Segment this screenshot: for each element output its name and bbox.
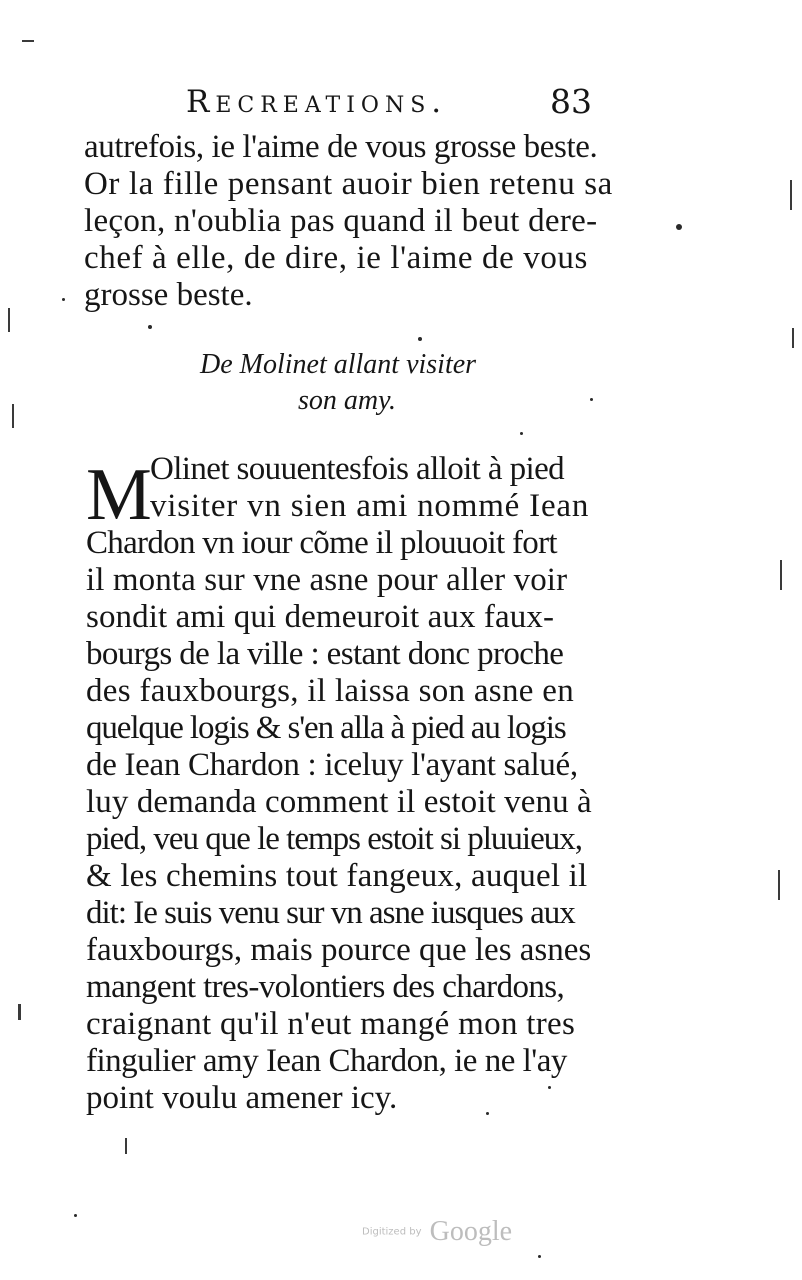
story-line: mangent tres-volontiers des chardons,	[86, 969, 565, 1005]
story-line: Olinet souuentesfois alloit à pied	[150, 451, 565, 487]
story-line: fauxbourgs, mais pource que les asnes	[86, 932, 592, 968]
story-line: dit: Ie suis venu sur vn asne iusques aux	[86, 895, 575, 931]
ink-speck	[538, 1255, 541, 1258]
ink-speck	[74, 1214, 77, 1217]
text-line: leçon, n'oublia pas quand il beut dere-	[84, 203, 598, 239]
story-line: quelque logis & s'en alla à pied au logis	[86, 710, 566, 746]
text-line: autrefois, ie l'aime de vous grosse beste.	[84, 129, 598, 165]
watermark-brand: Google	[429, 1216, 513, 1247]
ink-speck	[418, 337, 422, 341]
edge-mark	[8, 308, 10, 332]
ink-speck	[548, 1086, 551, 1089]
edge-mark	[790, 180, 792, 210]
section-heading-line-1: De Molinet allant visiter	[200, 349, 477, 380]
story-line: & les chemins tout fangeux, auquel il	[86, 858, 588, 894]
section-heading-line-2: son amy.	[298, 385, 396, 416]
edge-mark	[22, 40, 34, 42]
story-line: bourgs de la ville : estant donc proche	[86, 636, 564, 672]
running-title: Recreations.	[186, 84, 448, 120]
story-line: fingulier amy Iean Chardon, ie ne l'ay	[86, 1043, 567, 1079]
story-line: sondit ami qui demeuroit aux faux-	[86, 599, 555, 635]
story-line: luy demanda comment il estoit venu à	[86, 784, 592, 820]
watermark	[362, 1216, 512, 1248]
story-line: craignant qu'il n'eut mangé mon tres	[86, 1006, 576, 1042]
ink-speck	[62, 298, 65, 301]
text-line: Or la fille pensant auoir bien retenu sa	[84, 166, 613, 202]
story-line: pied, veu que le temps estoit si pluuieux,	[86, 821, 582, 857]
story-line: des fauxbourgs, il laissa son asne en	[86, 673, 574, 709]
page-number: 83	[550, 82, 592, 121]
story-line: point voulu amener icy.	[86, 1080, 398, 1116]
story-line: visiter vn sien ami nommé Iean	[150, 488, 590, 524]
edge-mark	[792, 328, 794, 348]
watermark-prefix: Digitized by	[362, 1226, 422, 1238]
text-line: grosse beste.	[84, 277, 253, 313]
running-head	[186, 80, 606, 130]
text-line: chef à elle, de dire, ie l'aime de vous	[84, 240, 588, 276]
ink-speck	[486, 1112, 489, 1115]
edge-mark	[125, 1138, 127, 1154]
ink-speck	[148, 325, 152, 329]
story-line: il monta sur vne asne pour aller voir	[86, 562, 568, 598]
edge-mark	[780, 560, 782, 590]
edge-mark	[18, 1004, 21, 1020]
ink-speck	[590, 398, 593, 401]
story-line: de Iean Chardon : iceluy l'ayant salué,	[86, 747, 578, 783]
story-line: Chardon vn iour cõme il plouuoit fort	[86, 525, 557, 561]
ink-speck	[520, 432, 523, 435]
edge-mark	[778, 870, 780, 900]
drop-cap: M	[86, 454, 152, 536]
ink-speck	[676, 224, 682, 230]
edge-mark	[12, 404, 14, 428]
